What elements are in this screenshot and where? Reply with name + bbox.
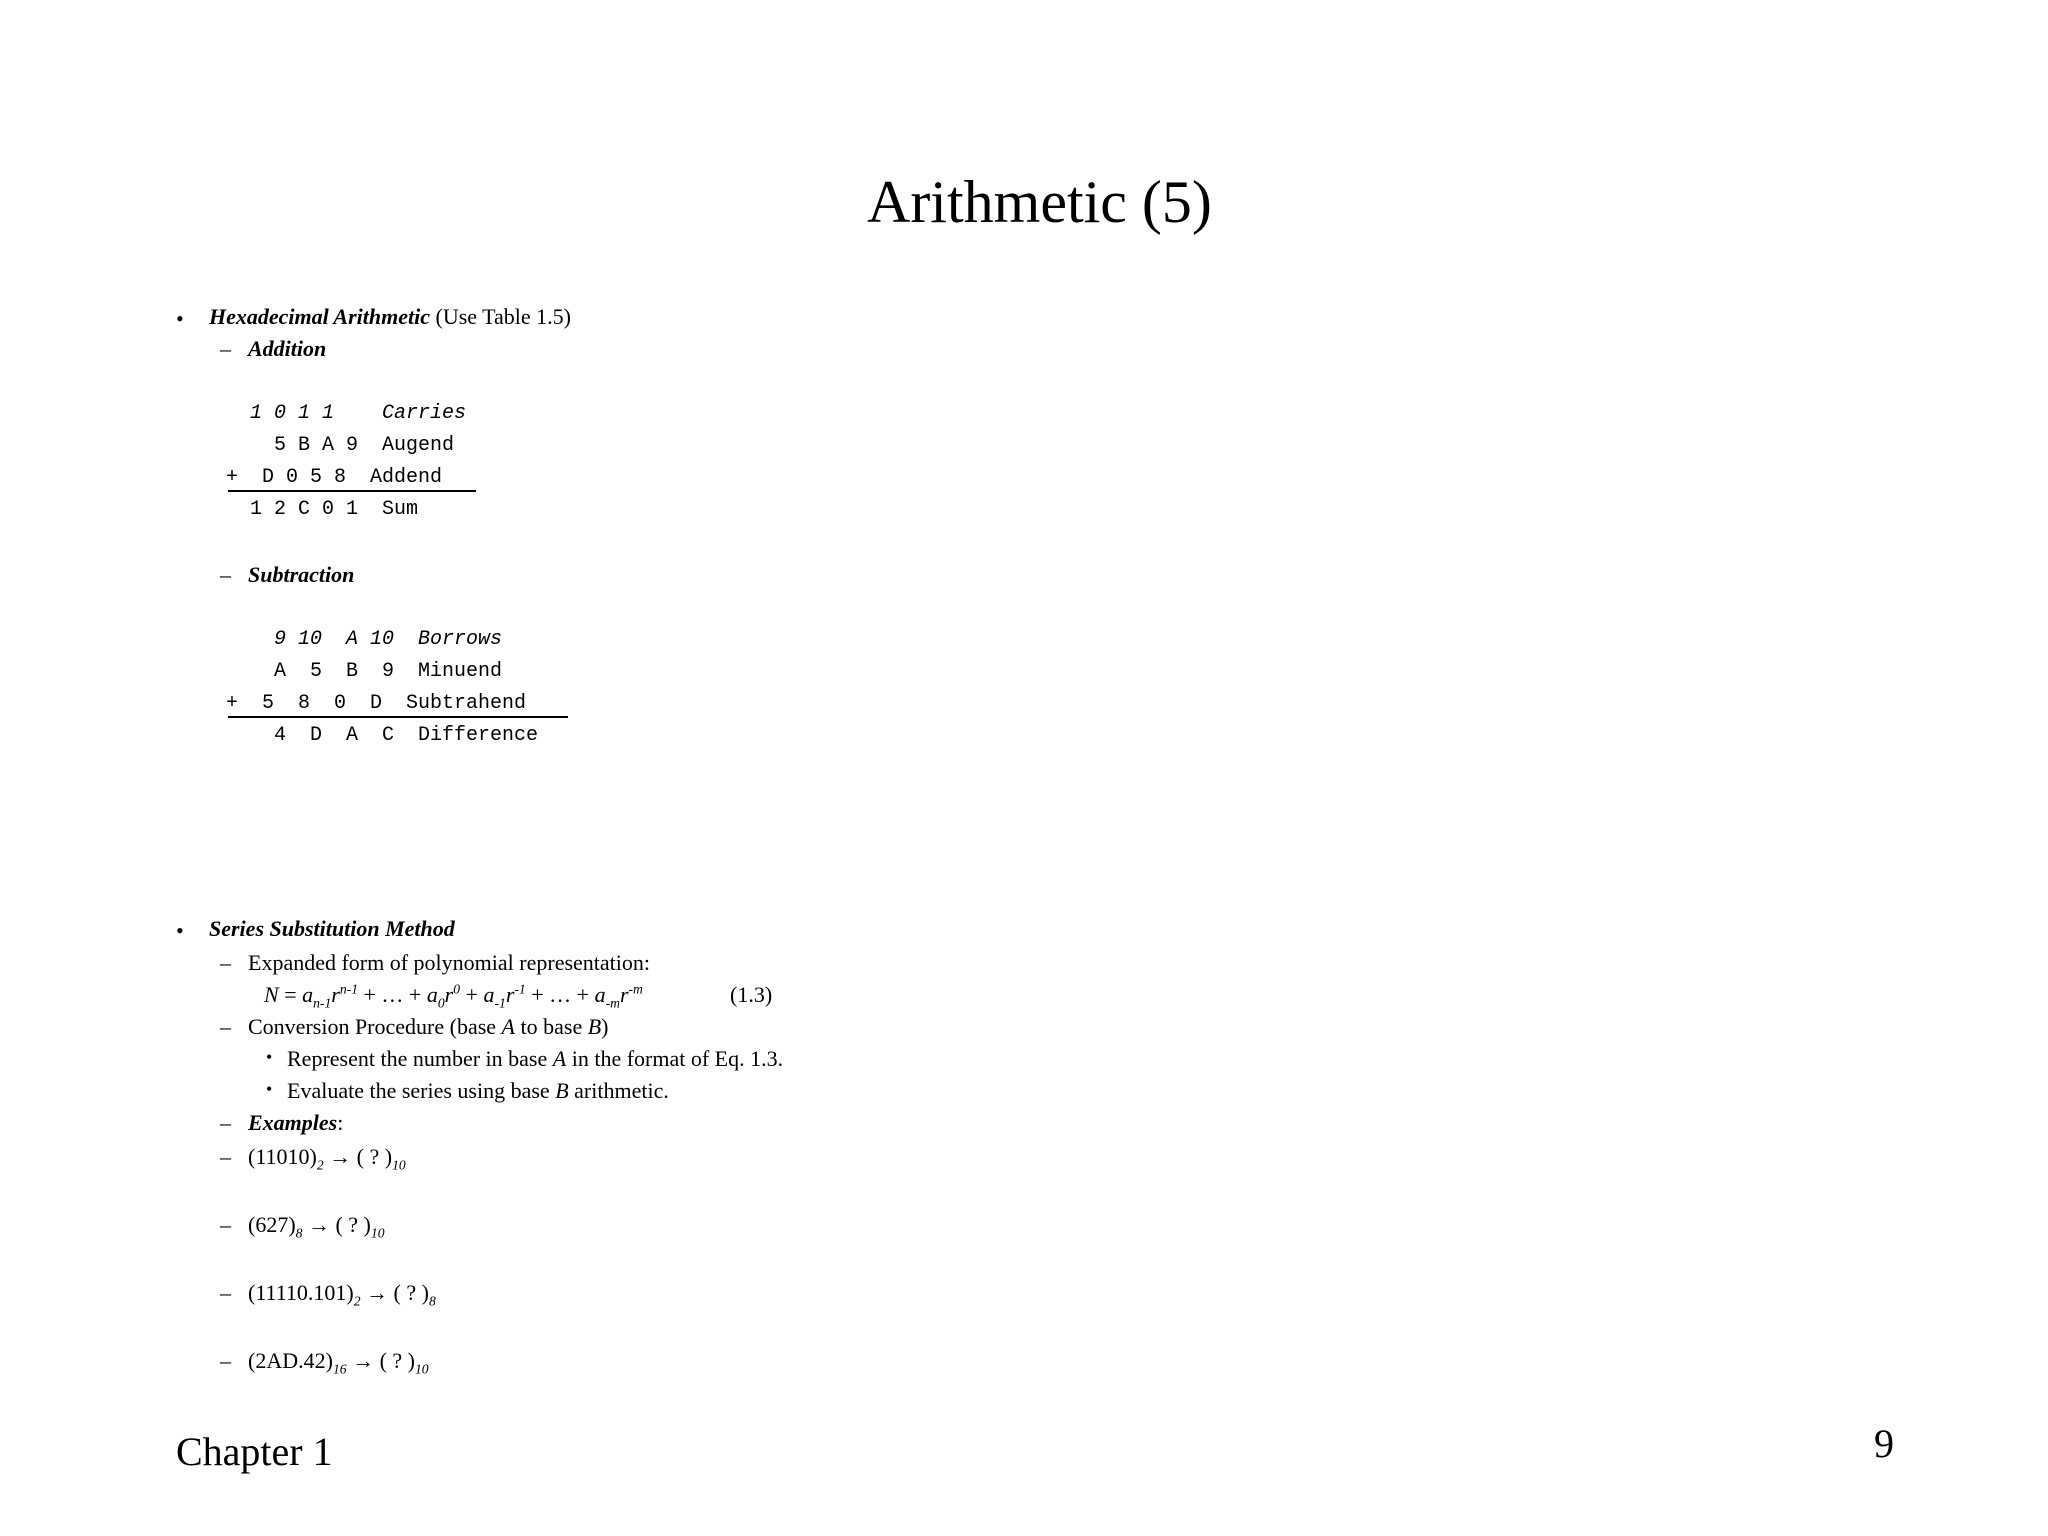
hex-heading: Hexadecimal Arithmetic — [209, 304, 430, 329]
procedure-step-1: Represent the number in base A in the format of Eq. 1.3. — [287, 1046, 784, 1071]
difference-row: 4 D A C Difference — [238, 724, 539, 747]
minuend-row: A 5 B 9 Minuend — [238, 660, 503, 683]
polynomial-equation: $N = a_{n-1}r^{n-1}$ + … + $a_0r^0 + a_{-1}r^{-1}$ + … + $a_{-m}r^{-m}$ — [264, 981, 643, 1011]
dash: – — [220, 950, 231, 975]
hex-heading-note: (Use Table 1.5) — [435, 304, 572, 329]
sub-bullet: • — [266, 1047, 273, 1067]
subtrahend-row: + 5 8 0 D Subtrahend — [226, 692, 539, 715]
subtraction-difference-rule — [228, 716, 568, 718]
conversion-procedure-text: Conversion Procedure (base A to base B) — [248, 1014, 609, 1039]
equation-number: (1.3) — [730, 982, 773, 1007]
carries-row — [238, 404, 466, 424]
dash: – — [220, 1144, 231, 1169]
page-number: 9 — [1874, 1421, 1894, 1466]
hex-heading-line — [209, 306, 571, 328]
augend-row: 5 B A 9 Augend — [238, 434, 455, 457]
carries-label: Carries — [382, 402, 467, 425]
example-item: $(627)_8$ → ( ? )$_{10}$ — [248, 1212, 385, 1241]
dash: – — [220, 1110, 231, 1135]
addition-sum-rule — [228, 490, 476, 492]
borrows-row — [238, 630, 502, 650]
example-item: $(2AD.42)_{16}$ → ( ? )$_{10}$ — [248, 1348, 429, 1377]
subtraction-label: Subtraction — [248, 562, 355, 587]
dash: – — [220, 1348, 231, 1373]
dash: – — [220, 1212, 231, 1237]
bullet: • — [176, 918, 184, 943]
dash: – — [220, 562, 231, 587]
addend-row: + D 0 5 8 Addend — [226, 466, 455, 489]
examples-label: Examples — [248, 1110, 338, 1135]
dash: – — [220, 1014, 231, 1039]
dash: – — [220, 1280, 231, 1305]
carries-digits: 1 0 1 1 — [238, 402, 383, 425]
expanded-form-text: Expanded form of polynomial representation: — [248, 950, 650, 975]
addition-label: Addition — [248, 336, 327, 361]
sub-bullet: • — [266, 1079, 273, 1099]
page-title: Arithmetic (5) — [867, 169, 1212, 235]
chapter-label: Chapter 1 — [176, 1429, 333, 1474]
borrows-label: Borrows — [418, 628, 503, 651]
series-heading: Series Substitution Method — [209, 916, 455, 941]
example-item: $(11110.101)_2$ → ( ? )$_8$ — [248, 1280, 436, 1309]
borrows-digits: 9 10 A 10 — [238, 628, 419, 651]
procedure-step-2: Evaluate the series using base B arithmetic. — [287, 1078, 669, 1103]
dash: – — [220, 336, 231, 361]
sum-row: 1 2 C 0 1 Sum — [238, 498, 419, 521]
bullet: • — [176, 306, 184, 331]
example-item: $(11010)_2$ → ( ? )$_{10}$ — [248, 1144, 406, 1173]
examples-label-line: Examples: — [248, 1110, 344, 1135]
